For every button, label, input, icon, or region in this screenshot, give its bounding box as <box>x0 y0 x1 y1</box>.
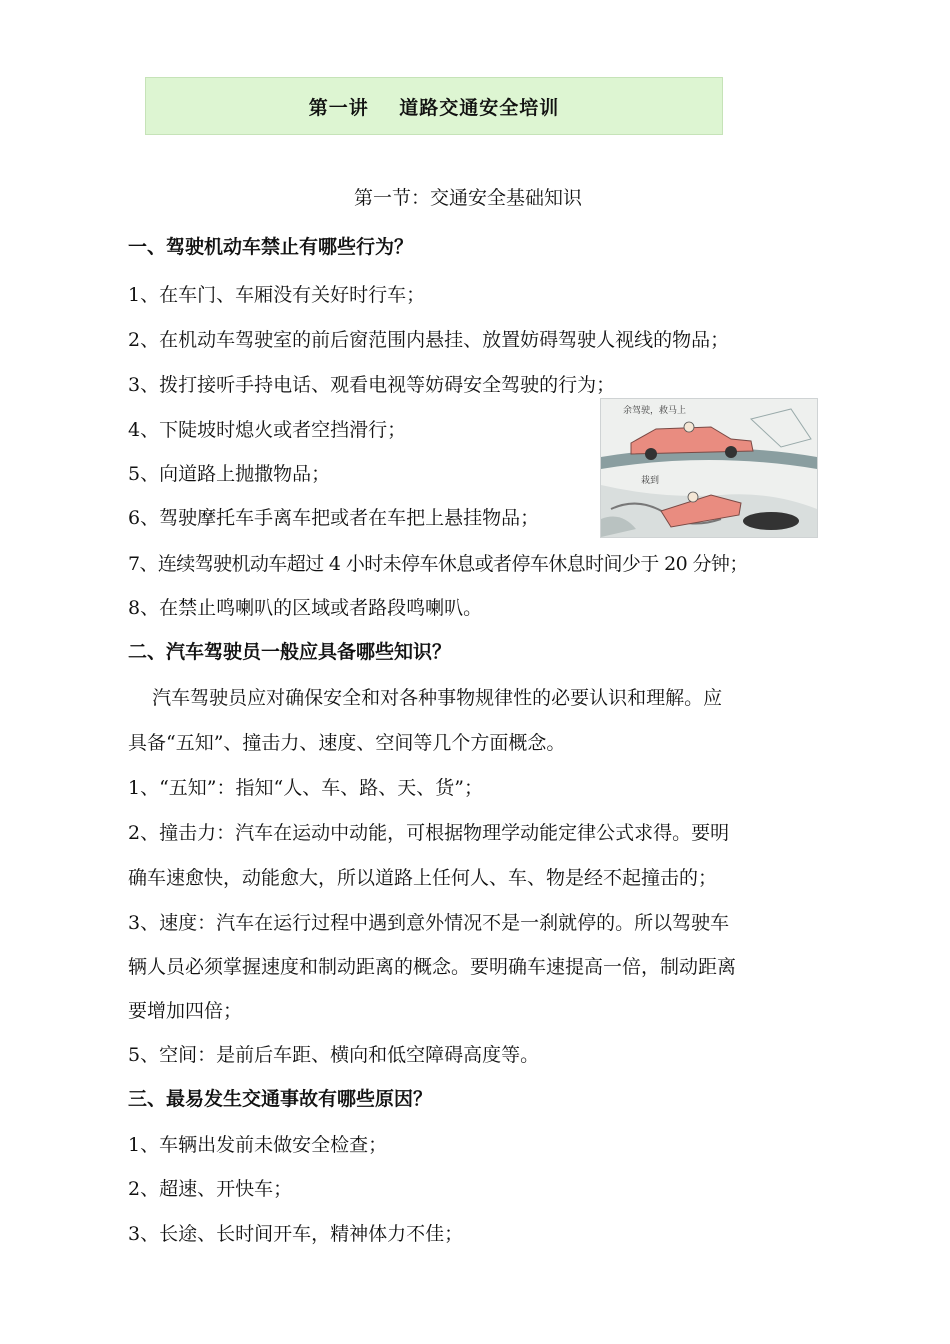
section2-item: 1、“五知”：指知“人、车、路、天、货”； <box>128 777 483 799</box>
section1-item: 2、在机动车驾驶室的前后窗范围内悬挂、放置妨碍驾驶人视线的物品； <box>128 329 730 351</box>
section2-item: 确车速愈快，动能愈大，所以道路上任何人、车、物是经不起撞击的； <box>128 867 718 889</box>
section2-paragraph-line: 具备“五知”、撞击力、速度、空间等几个方面概念。 <box>128 732 566 754</box>
section1-item: 1、在车门、车厢没有关好时行车； <box>128 284 426 306</box>
section1-item: 7、连续驾驶机动车超过 4 小时未停车休息或者停车休息时间少于 20 分钟； <box>128 553 748 575</box>
section2-heading: 二、汽车驾驶员一般应具备哪些知识？ <box>128 641 452 663</box>
section2-item: 5、空间：是前后车距、横向和低空障碍高度等。 <box>128 1044 540 1066</box>
lecture-title: 第一讲 道路交通安全培训 <box>308 96 560 119</box>
section1-heading: 一、驾驶机动车禁止有哪些行为？ <box>128 236 414 258</box>
cartoon-caption-bottom: 栽到 <box>641 476 660 486</box>
cartoon-drawing <box>601 399 817 537</box>
section1-item: 5、向道路上抛撒物品； <box>128 463 331 485</box>
section2-item: 2、撞击力：汽车在运动中动能，可根据物理学动能定律公式求得。要明 <box>128 822 730 844</box>
section3-heading: 三、最易发生交通事故有哪些原因？ <box>128 1088 433 1110</box>
section3-item: 1、车辆出发前未做安全检查； <box>128 1134 388 1156</box>
section3-item: 3、长途、长时间开车，精神体力不佳； <box>128 1223 464 1245</box>
section3-item: 2、超速、开快车； <box>128 1178 293 1200</box>
section1-item: 6、驾驶摩托车手离车把或者在车把上悬挂物品； <box>128 507 540 529</box>
section2-item: 辆人员必须掌握速度和制动距离的概念。要明确车速提高一倍，制动距离 <box>128 956 737 978</box>
section2-item: 要增加四倍； <box>128 1000 243 1022</box>
section1-item: 3、拨打接听手持电话、观看电视等妨碍安全驾驶的行为； <box>128 374 616 396</box>
section1-item: 4、下陡坡时熄火或者空挡滑行； <box>128 419 407 441</box>
lecture-title-banner <box>145 77 723 135</box>
section2-paragraph-line: 汽车驾驶员应对确保安全和对各种事物规律性的必要认识和理解。应 <box>128 687 723 709</box>
cartoon-caption-top: 余驾驶，救马上 <box>623 406 687 416</box>
driving-cartoon-illustration <box>600 398 818 538</box>
section-subtitle: 第一节：交通安全基础知识 <box>353 187 582 209</box>
section2-item: 3、速度：汽车在运行过程中遇到意外情况不是一刹就停的。所以驾驶车 <box>128 912 730 934</box>
section1-item: 8、在禁止鸣喇叭的区域或者路段鸣喇叭。 <box>128 597 483 619</box>
